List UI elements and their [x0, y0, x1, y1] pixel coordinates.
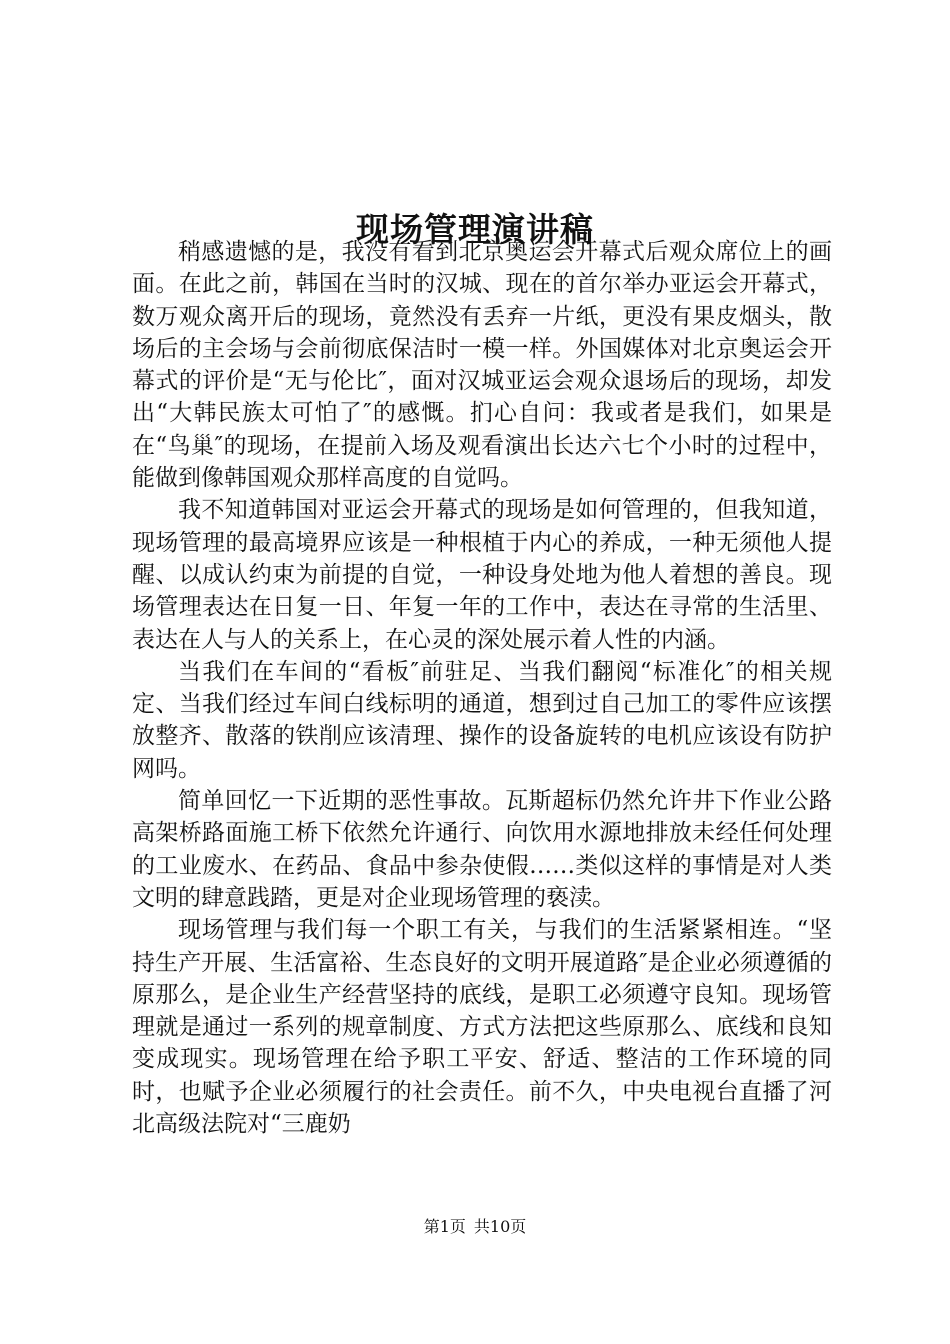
paragraph: 当我们在车间的“看板″前驻足、当我们翻阅“标准化″的相关规定、当我们经过车间白线标明的通道，想到过自己加工的零件应该摆放整齐、散落的铁削应该清理、操作的设备旋转的电机应该设有防护网吗。	[132, 658, 832, 782]
paragraph: 现场管理与我们每一个职工有关，与我们的生活紧紧相连。“坚持生产开展、生活富裕、生态良好的文明开展道路″是企业必须遵循的原那么，是企业生产经营坚持的底线，是职工必须遵守良知。现场管理就是通过一系列的规章制度、方式方法把这些原那么、底线和良知变成现实。现场管理在给予职工平安、舒适、整洁的工作环境的同时，也赋予企业必须履行的社会责任。前不久，中央电视台直播了河北高级法院对“三鹿奶	[132, 917, 832, 1138]
page-total: 共10页	[473, 1217, 527, 1236]
page-footer	[0, 1216, 950, 1238]
paragraph: 稍感遗憾的是，我没有看到北京奥运会开幕式后观众席位上的画面。在此之前，韩国在当时的汉城、现在的首尔举办亚运会开幕式，数万观众离开后的现场，竟然没有丢弃一片纸，更没有果皮烟头，散场后的主会场与会前彻底保洁时一模一样。外国媒体对北京奥运会开幕式的评价是“无与伦比″，面对汉城亚运会观众退场后的现场，却发出“大韩民族太可怕了″的感慨。扪心自问：我或者是我们，如果是在“鸟巢″的现场，在提前入场及观看演出长达六七个小时的过程中，能做到像韩国观众那样高度的自觉吗。	[132, 239, 832, 492]
document-body	[132, 236, 832, 1140]
document-title: 现场管理演讲稿	[356, 210, 594, 250]
paragraph: 简单回忆一下近期的恶性事故。瓦斯超标仍然允许井下作业公路高架桥路面施工桥下依然允许通行、向饮用水源地排放未经任何处理的工业废水、在药品、食品中参杂使假……类似这样的事情是对人类文明的肆意践踏，更是对企业现场管理的亵渎。	[132, 788, 832, 911]
paragraph: 我不知道韩国对亚运会开幕式的现场是如何管理的，但我知道，现场管理的最高境界应该是一种根植于内心的养成，一种无须他人提醒、以成认约束为前提的自觉，一种设身处地为他人着想的善良。现场管理表达在日复一日、年复一年的工作中，表达在寻常的生活里、表达在人与人的关系上，在心灵的深处展示着人性的内涵。	[132, 497, 832, 653]
page-number: 第1页	[423, 1217, 466, 1236]
